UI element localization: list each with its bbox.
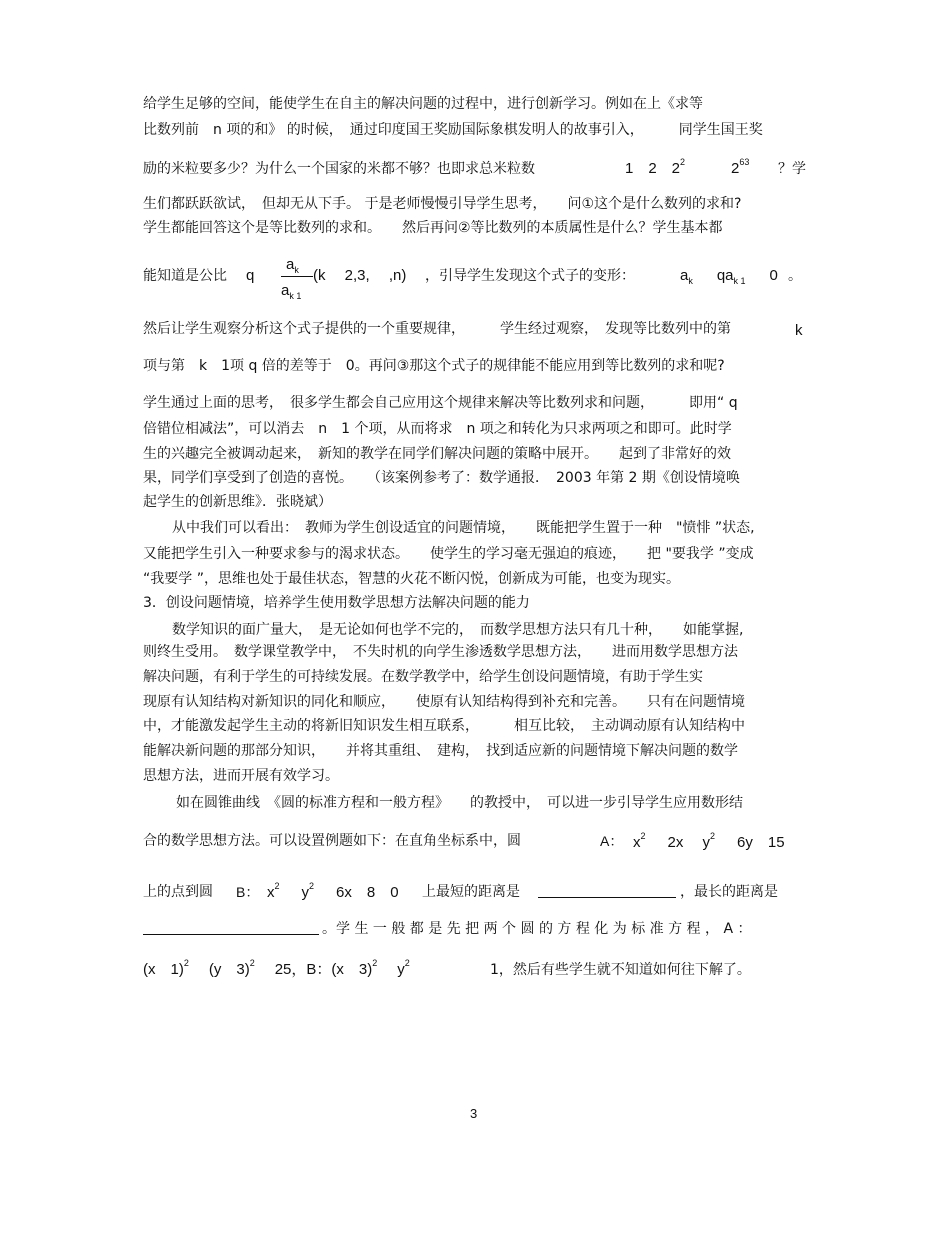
text-line: 又能把学生引入一种要求参与的渴求状态。 使学生的学习毫无强迫的痕迹， 把 "要我学 ”变成 (143, 546, 754, 562)
text-line: 则终生受用。 数学课堂教学中， 不失时机的向学生渗透数学思想方法， 进而用数学思想方法 (143, 644, 738, 660)
text-line: 比数列前 n 项的和》 的时候， 通过印度国王奖励国际象棋发明人的故事引入， 同学生国王奖 (143, 122, 763, 138)
text-line: 上最短的距离是 (422, 884, 520, 900)
math-series: 1 2 $2^2$ $2^{63}$ (625, 157, 750, 177)
answer-blank-min (538, 883, 676, 903)
math-circle-b: $x^2$ $y^2$ 6x 8 0 (267, 881, 399, 901)
text-line: 然后让学生观察分析这个式子提供的一个重要规律， 学生经过观察， 发现等比数列中的第 (143, 321, 731, 337)
answer-blank-max (143, 920, 319, 940)
math-circle-b-label: B： (236, 884, 260, 900)
text-line: 果，同学们享受到了创造的喜悦。 （该案例参考了：数学通报． 2003 年第 2 期《创设情境唤 (143, 470, 740, 486)
text-line: 倍错位相减法”，可以消去 n 1 个项，从而将求 n 项之和转化为只求两项之和即可。此时学 (143, 421, 732, 437)
text-line: ？学 (778, 161, 806, 177)
text-line: 生们都跃跃欲试， 但却无从下手。 于是老师慢慢引导学生思考， 问①这个是什么数列的求和? (143, 196, 742, 212)
text-line: 学生通过上面的思考， 很多学生都会自己应用这个规律来解决等比数列求和问题， 即用“ q (143, 395, 738, 411)
text-line: 如在圆锥曲线 《圆的标准方程和一般方程》 的教授中， 可以进一步引导学生应用数形结 (176, 795, 743, 811)
text-line: 给学生足够的空间，能使学生在自主的解决问题的过程中，进行创新学习。例如在上《求等 (143, 96, 703, 112)
text-line: 能解决新问题的那部分知识， 并将其重组、 建构， 找到适应新的问题情境下解决问题的数学 (143, 743, 738, 759)
math-expression: $a_k$ $qa_{k 1}$ 0 (680, 267, 778, 286)
text-line: 生的兴趣完全被调动起来， 新知的教学在同学们解决问题的策略中展开。 起到了非常好的效 (143, 446, 731, 462)
text-line: 励的米粒要多少？为什么一个国家的米都不够？也即求总米粒数 (143, 161, 535, 177)
text-line: ，引导学生发现这个式子的变形： (425, 268, 635, 284)
section-heading: 3．创设问题情境，培养学生使用数学思想方法解决问题的能力 (143, 595, 530, 611)
text-line: 。学 生 一 般 都 是 先 把 两 个 圆 的 方 程 化 为 标 准 方 程 ， A ： (322, 921, 752, 937)
fraction-denominator: $a_{k 1}$ (281, 282, 302, 301)
text-line: “我要学 ”，思维也处于最佳状态，智慧的火花不断闪悦，创新成为可能，也变为现实。 (143, 571, 680, 587)
math-var-q: q (246, 267, 255, 284)
text-line: 1，然后有些学生就不知道如何往下解了。 (490, 962, 751, 978)
text-line: 解决问题，有利于学生的可持续发展。在数学教学中，给学生创设问题情境，有助于学生实 (143, 669, 703, 685)
text-line: 上的点到圆 (143, 884, 213, 900)
text-line: 从中我们可以看出： 教师为学生创设适宜的问题情境， 既能把学生置于一种 "愤悱 ”状态, (172, 520, 755, 536)
text-line: 。 (788, 268, 802, 284)
fraction-numerator: $a_k$ (286, 256, 299, 275)
text-line: 中，才能激发起学生主动的将新旧知识发生相互联系， 相互比较， 主动调动原有认知结构中 (143, 718, 745, 734)
text-line: 学生都能回答这个是等比数列的求和。 然后再问②等比数列的本质属性是什么？学生基本都 (143, 220, 723, 236)
math-standard-forms: (x 1)$^2$ (y 3)$^2$ 25，B：(x 3)$^2$ $y^2$ (143, 958, 410, 978)
text-line: 数学知识的面广量大， 是无论如何也学不完的， 而数学思想方法只有几十种， 如能掌握, (172, 622, 744, 638)
math-range: (k 2,3, ,n) (313, 267, 407, 284)
text-line: 思想方法，进而开展有效学习。 (143, 768, 339, 784)
math-var-k: k (795, 322, 803, 339)
math-circle-a: $x^2$ 2x $y^2$ 6y 15 (633, 831, 785, 851)
text-line: 现原有认知结构对新知识的同化和顺应， 使原有认知结构得到补充和完善。 只有在问题情境 (143, 694, 745, 710)
text-line: 起学生的创新思维》．张晓斌） (143, 494, 332, 510)
text-line: 能知道是公比 (143, 268, 227, 284)
page-number: 3 (470, 1106, 478, 1121)
math-circle-a-label: A： (600, 833, 624, 849)
fraction-bar (281, 276, 313, 277)
text-line: ，最长的距离是 (680, 884, 778, 900)
text-line: 项与第 k 1项 q 倍的差等于 0。再问③那这个式子的规律能不能应用到等比数列的求和呢? (143, 358, 725, 374)
text-line: 合的数学思想方法。可以设置例题如下：在直角坐标系中，圆 (143, 833, 521, 849)
